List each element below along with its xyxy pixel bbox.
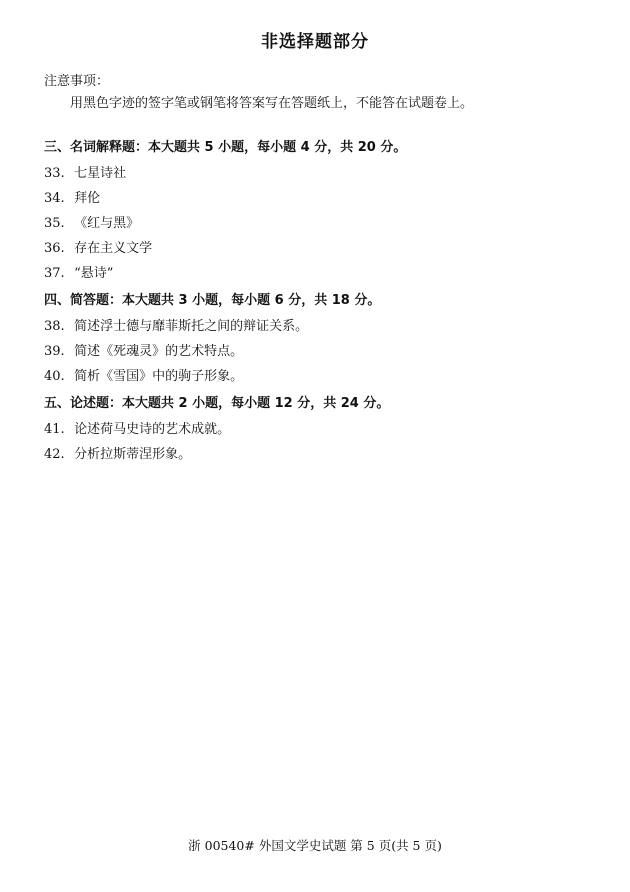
question-text: 简析《雪国》中的驹子形象。	[74, 369, 244, 384]
question-number: 37.	[44, 266, 65, 281]
question-text: 拜伦	[74, 191, 101, 206]
question-number: 38.	[44, 319, 65, 334]
question-text: 分析拉斯蒂涅形象。	[74, 447, 192, 462]
question-41	[44, 418, 230, 437]
page-footer: 浙 00540# 外国文学史试题 第 5 页(共 5 页)	[188, 838, 442, 853]
question-text: 论述荷马史诗的艺术成就。	[74, 422, 231, 437]
notice-text: 用黑色字迹的签字笔或钢笔将答案写在答题纸上，不能答在试题卷上。	[70, 96, 474, 111]
question-number: 42.	[44, 447, 65, 462]
section-heading-5: 五、论述题：本大题共 2 小题，每小题 12 分，共 24 分。	[44, 396, 390, 411]
question-number: 40.	[44, 369, 65, 384]
question-text: 《红与黑》	[74, 216, 140, 231]
question-number: 33.	[44, 166, 65, 181]
question-text: 存在主义文学	[74, 241, 153, 256]
question-number: 34.	[44, 191, 65, 206]
question-text: “悬诗”	[74, 266, 114, 281]
question-number: 41.	[44, 422, 65, 437]
question-42	[44, 443, 191, 462]
question-text: 简述《死魂灵》的艺术特点。	[74, 344, 244, 359]
section-heading-4: 四、简答题：本大题共 3 小题，每小题 6 分，共 18 分。	[44, 293, 381, 308]
page-title: 非选择题部分	[261, 32, 369, 52]
question-38	[44, 315, 308, 334]
question-33	[44, 162, 126, 181]
question-number: 36.	[44, 241, 65, 256]
question-36	[44, 237, 152, 256]
question-35	[44, 212, 139, 231]
question-37	[44, 262, 113, 281]
question-number: 35.	[44, 216, 65, 231]
question-number: 39.	[44, 344, 65, 359]
notice-heading: 注意事项：	[44, 74, 110, 89]
question-text: 简述浮士德与靡菲斯托之间的辩证关系。	[74, 319, 309, 334]
question-39	[44, 340, 243, 359]
question-text: 七星诗社	[74, 166, 127, 181]
section-heading-3: 三、名词解释题：本大题共 5 小题，每小题 4 分，共 20 分。	[44, 140, 407, 155]
question-40	[44, 365, 243, 384]
question-34	[44, 187, 100, 206]
